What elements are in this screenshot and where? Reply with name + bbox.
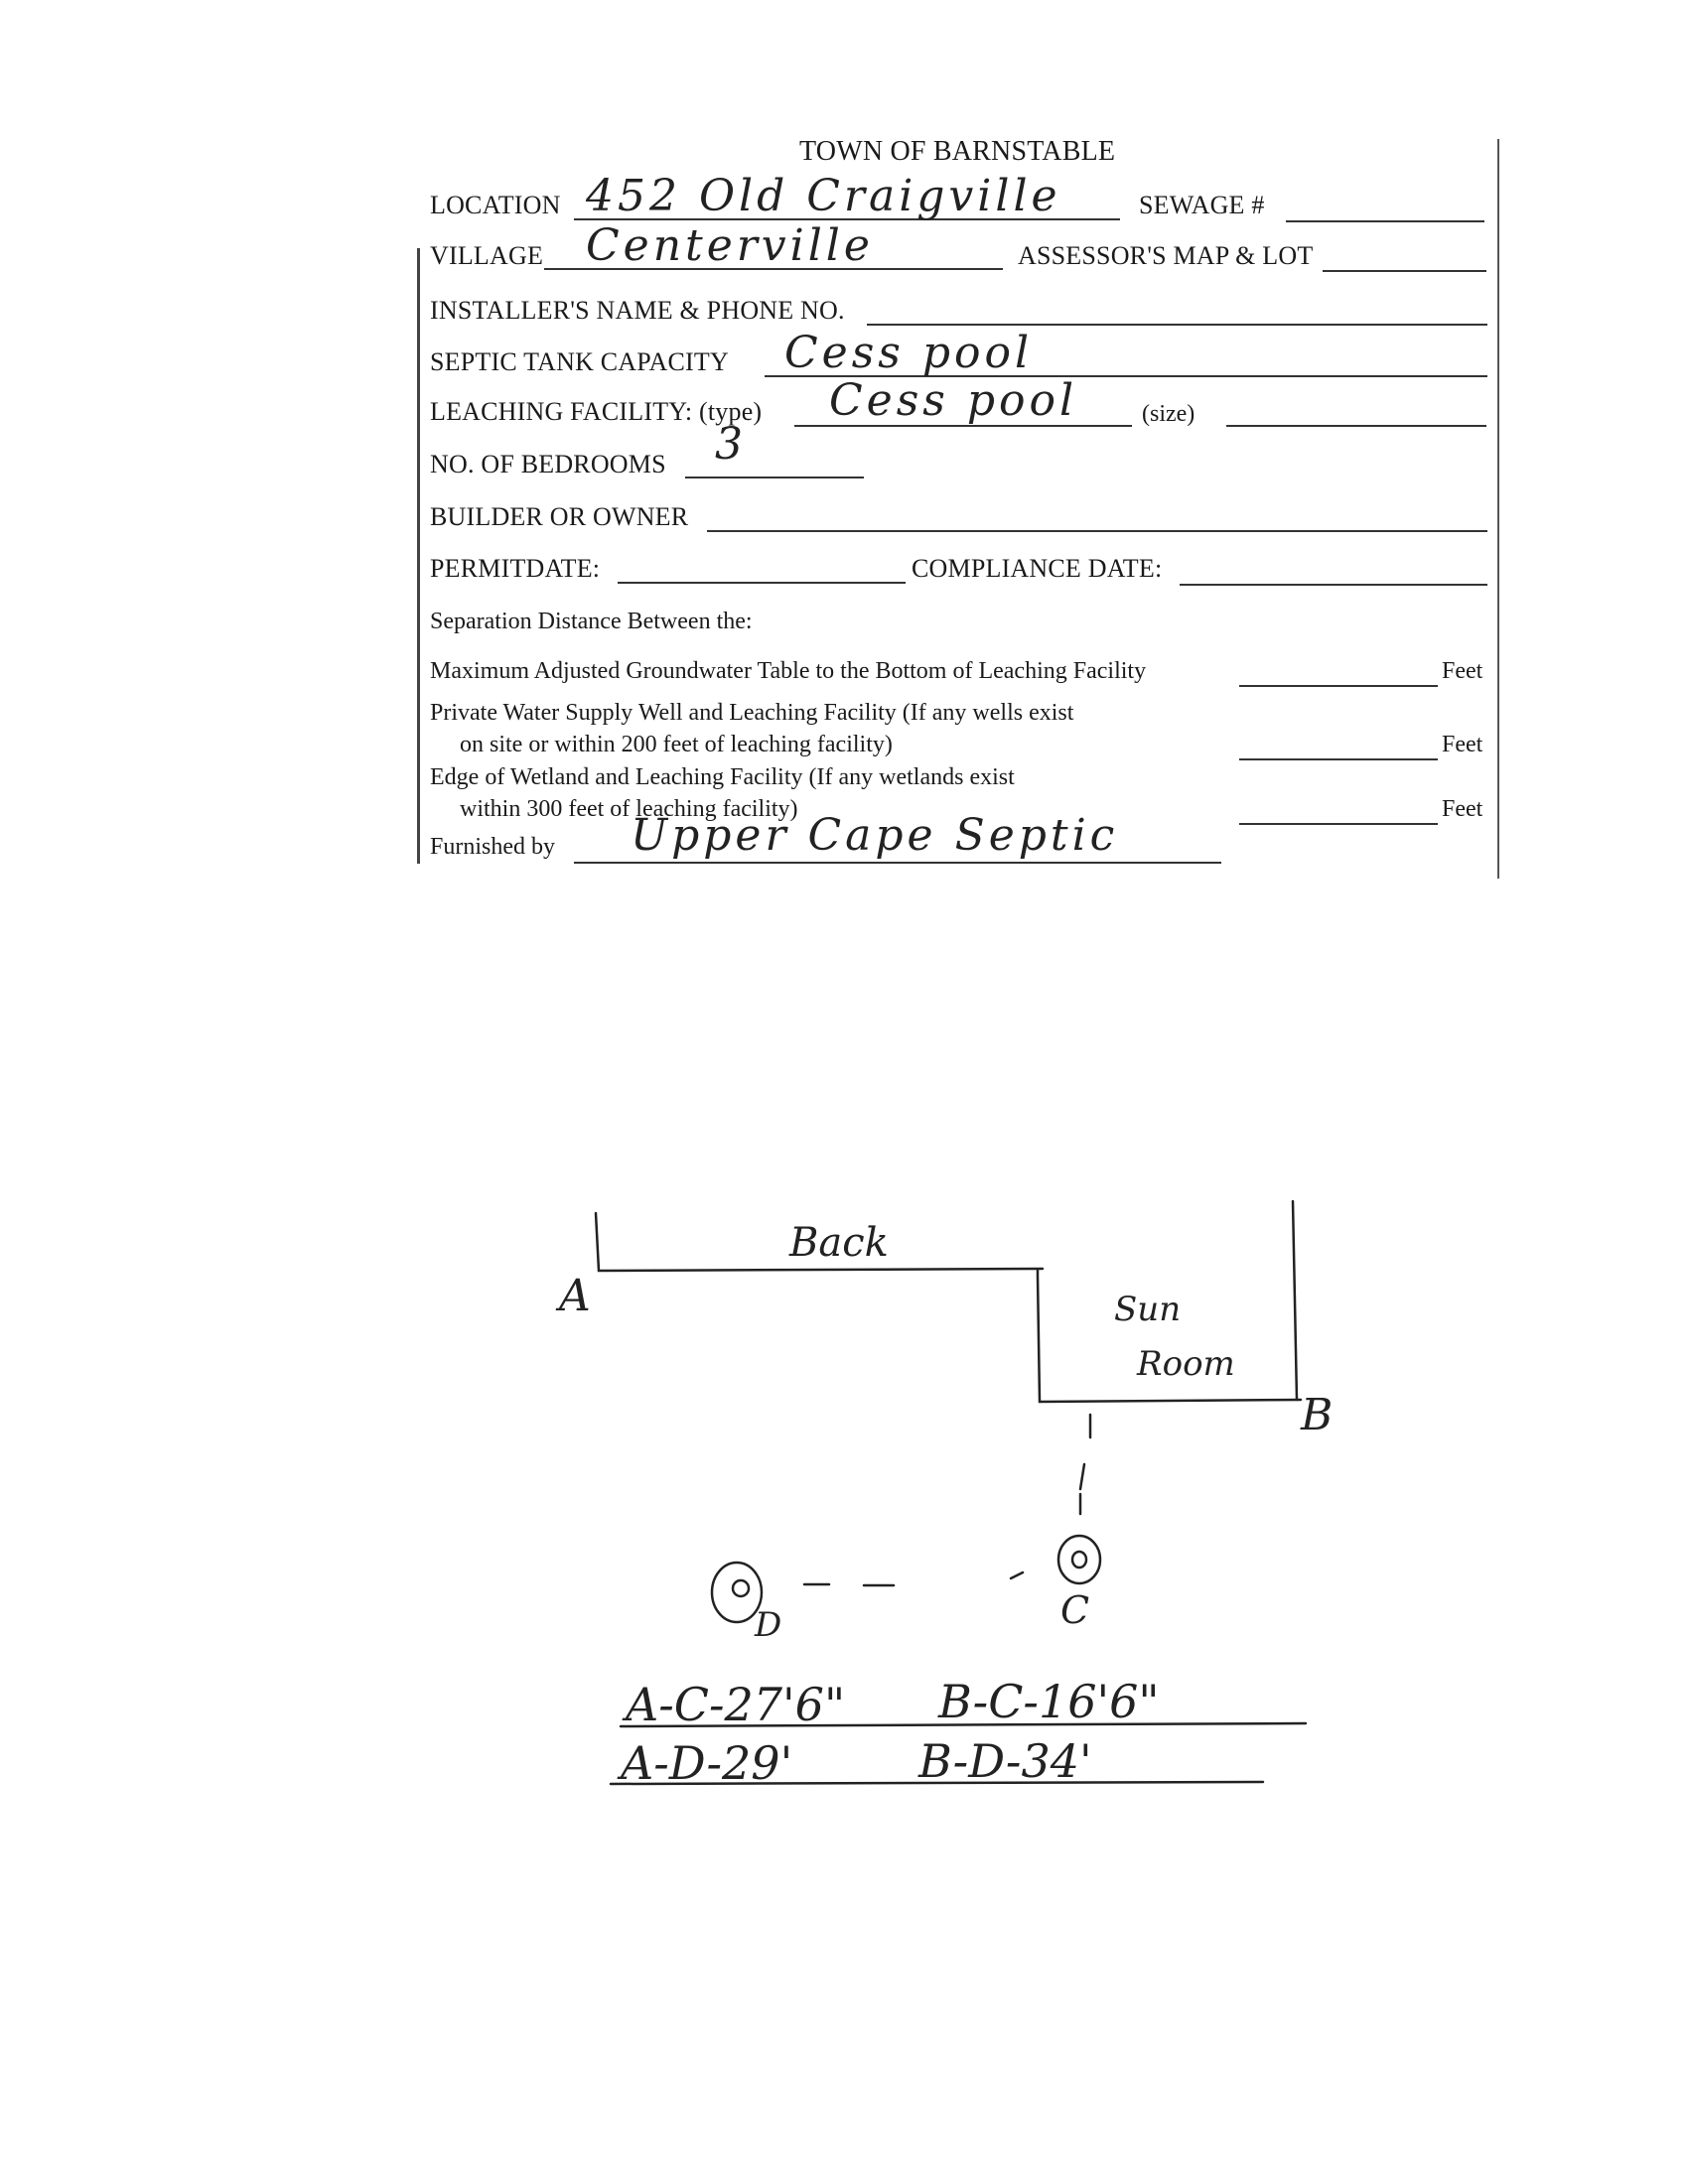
separation-well-line2: on site or within 200 feet of leaching facility) <box>460 732 893 757</box>
separation-wetland-line2: within 300 feet of leaching facility) <box>460 796 798 822</box>
separation-groundwater: Maximum Adjusted Groundwater Table to the Bottom of Leaching Facility <box>430 658 1147 684</box>
leaching-value: Cess pool <box>829 375 1078 426</box>
point-d-label: D <box>755 1605 782 1645</box>
size-label: (size) <box>1142 401 1196 427</box>
leaching-label: LEACHING FACILITY: (type) <box>430 397 763 426</box>
cesspool-c-outer <box>1058 1536 1100 1583</box>
pipe-dash-6 <box>1011 1572 1023 1578</box>
bedrooms-label: NO. OF BEDROOMS <box>430 450 666 478</box>
location-label: LOCATION <box>430 191 561 219</box>
separation-well-line1: Private Water Supply Well and Leaching Facility (If any wells exist <box>430 700 1074 726</box>
permit-label: PERMITDATE: <box>430 554 601 583</box>
measure-b-d: B-D-34' <box>918 1734 1092 1788</box>
location-value: 452 Old Craigville <box>586 171 1061 221</box>
groundwater-feet: Feet <box>1442 658 1483 684</box>
village-label: VILLAGE <box>430 241 544 270</box>
house-right-wall <box>1293 1201 1297 1400</box>
furnished-value: Upper Cape Septic <box>631 810 1119 861</box>
assessor-label: ASSESSOR'S MAP & LOT <box>1018 241 1314 270</box>
septic-label: SEPTIC TANK CAPACITY <box>430 347 729 376</box>
room-label: Room <box>1137 1344 1235 1384</box>
cesspool-d-inner <box>733 1580 749 1596</box>
measure-a-c: A-C-27'6" <box>626 1678 846 1731</box>
builder-label: BUILDER OR OWNER <box>430 502 689 531</box>
sewage-label: SEWAGE # <box>1139 191 1265 219</box>
installer-label: INSTALLER'S NAME & PHONE NO. <box>430 296 845 325</box>
measure-a-d: A-D-29' <box>621 1736 793 1790</box>
point-a-label: A <box>559 1271 591 1321</box>
furnished-label: Furnished by <box>430 834 555 860</box>
separation-wetland-line1: Edge of Wetland and Leaching Facility (If any wetlands exist <box>430 764 1015 790</box>
sun-label: Sun <box>1114 1290 1182 1329</box>
septic-value: Cess pool <box>784 328 1034 378</box>
well-feet: Feet <box>1442 732 1483 757</box>
compliance-label: COMPLIANCE DATE: <box>912 554 1163 583</box>
village-value: Centerville <box>586 220 874 271</box>
form-title: TOWN OF BARNSTABLE <box>799 136 1116 167</box>
point-b-label: B <box>1301 1390 1334 1440</box>
measure-b-c: B-C-16'6" <box>938 1675 1160 1728</box>
back-label: Back <box>789 1220 889 1266</box>
wetland-feet: Feet <box>1442 796 1483 822</box>
point-c-label: C <box>1060 1588 1090 1632</box>
bedrooms-value: 3 <box>715 419 747 470</box>
separation-heading: Separation Distance Between the: <box>430 609 753 634</box>
cesspool-c-inner <box>1072 1552 1086 1568</box>
pipe-dash-2 <box>1080 1464 1084 1489</box>
